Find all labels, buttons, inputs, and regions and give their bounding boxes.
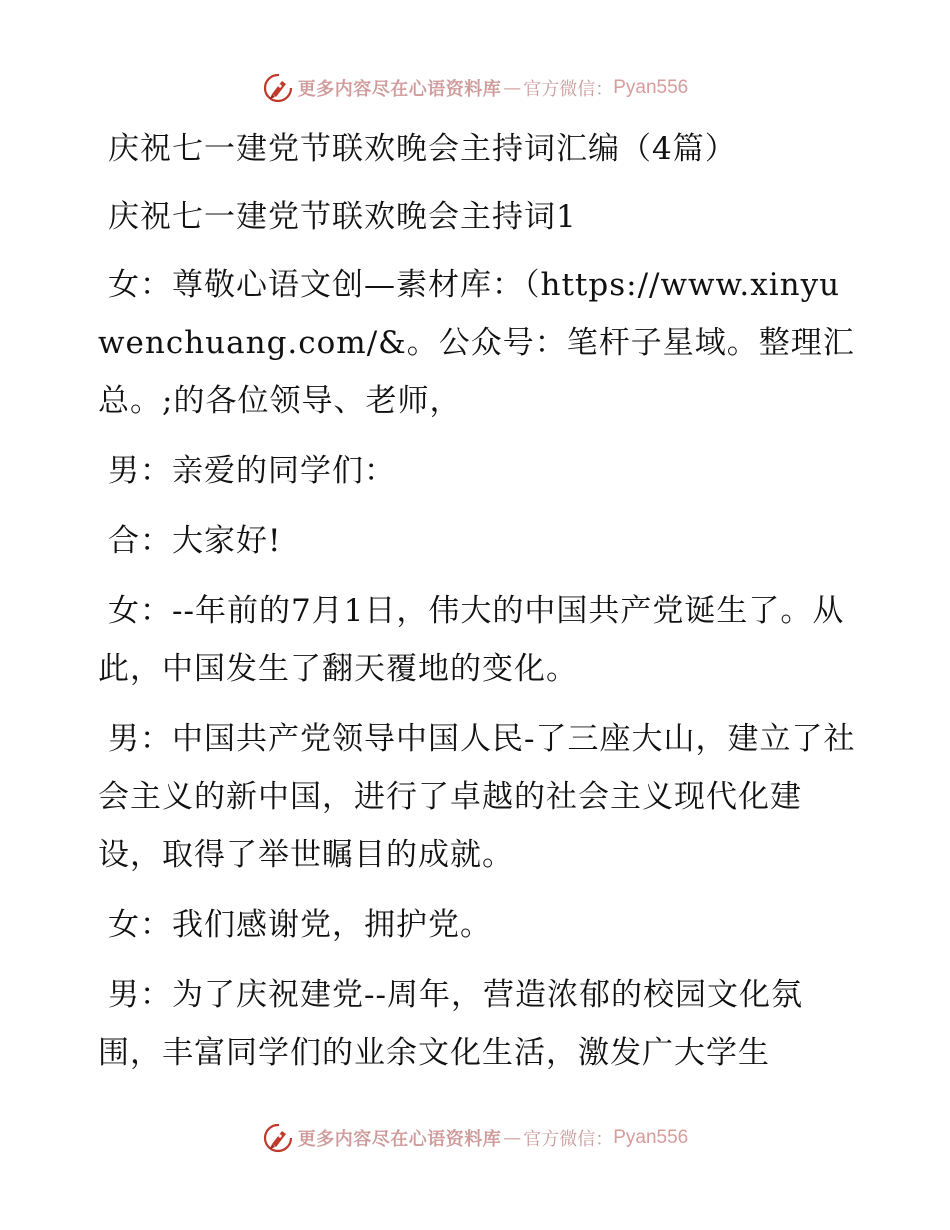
watermark-wechat-label: 官方微信： (523, 79, 614, 100)
watermark-wechat-id: Pyan556 (613, 1127, 689, 1148)
header-watermark (0, 72, 950, 104)
watermark-main-text: 更多内容尽在心语资料库 (297, 79, 502, 100)
paragraph: 男：为了庆祝建党--周年，营造浓郁的校园文化氛围，丰富同学们的业余文化生活，激发广大学生 (98, 977, 803, 1071)
paragraph: 合：大家好! (108, 523, 282, 559)
paragraph: 女：尊敬心语文创—素材库：（https://www.xinyuwenchuang.com/&。公众号：笔杆子星域。整理汇总。;的各位领导、老师， (98, 267, 855, 419)
pen-nib-logo-icon (262, 1122, 294, 1154)
watermark-wechat-label: 官方微信： (523, 1129, 614, 1150)
watermark-wechat-id: Pyan556 (613, 77, 689, 98)
document-subtitle: 庆祝七一建党节联欢晚会主持词1 (108, 199, 577, 235)
paragraph: 女：我们感谢党，拥护党。 (108, 907, 492, 943)
watermark-main-text: 更多内容尽在心语资料库 (297, 1129, 502, 1150)
watermark-separator: — (503, 77, 522, 99)
watermark-separator: — (503, 1127, 522, 1149)
paragraph: 男：亲爱的同学们： (108, 453, 396, 489)
paragraph: 男：中国共产党领导中国人民-了三座大山，建立了社会主义的新中国，进行了卓越的社会主义现代化建设，取得了举世瞩目的成就。 (98, 721, 856, 873)
document-title: 庆祝七一建党节联欢晚会主持词汇编（4篇） (108, 131, 737, 167)
footer-watermark (0, 1122, 950, 1154)
pen-nib-logo-icon (262, 72, 294, 104)
paragraph: 女：--年前的7月1日，伟大的中国共产党诞生了。从此，中国发生了翻天覆地的变化。 (98, 593, 845, 687)
document-body (98, 120, 858, 1094)
